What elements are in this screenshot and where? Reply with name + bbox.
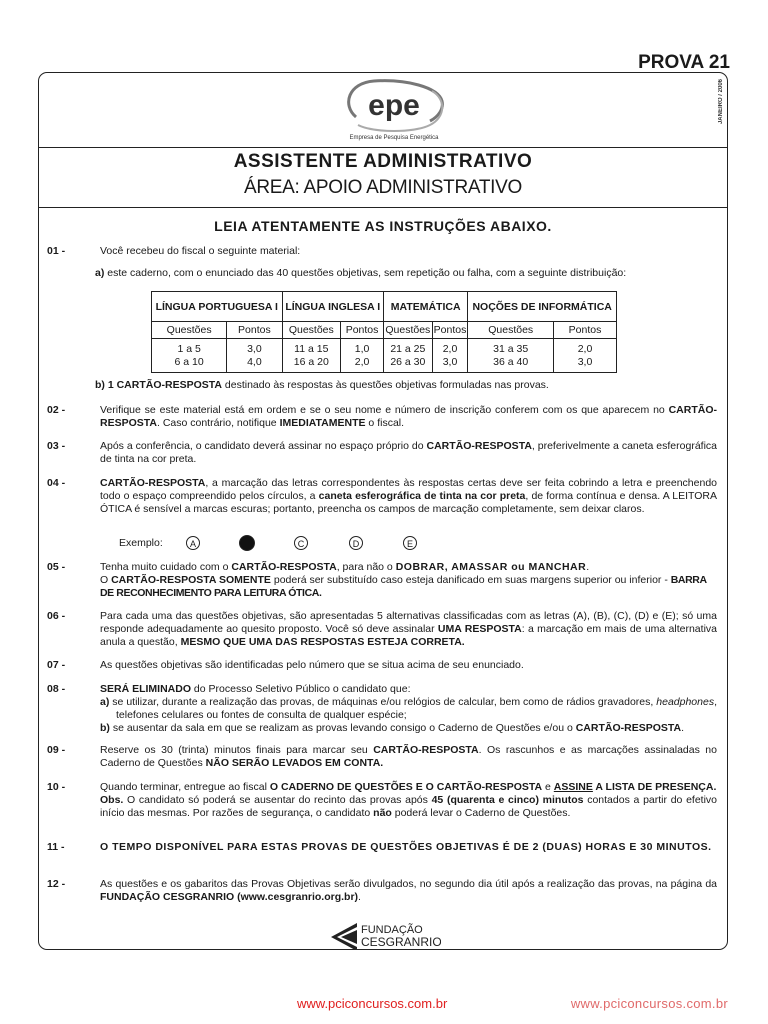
item-text: CARTÃO-RESPOSTA, a marcação das letras correspondentes às respostas certas deve ser feita cobrindo a letra e preenchendo todo o espaço compreendido pelos círculos, a caneta esferográfica de tinta na cor preta, de forma contínua e densa. A LEITORA ÓTICA é sensível a marcas escuras; portanto, preencha os campos de marcação completamente, sem deixar claros. <box>100 477 718 515</box>
item-text: As questões objetivas são identificadas pelo número que se situa acima de seu enunciado. <box>100 659 524 671</box>
logo-caption: Empresa de Pesquisa Energética <box>349 135 439 141</box>
item-number: 09 - <box>47 744 66 756</box>
item-number: 02 - <box>47 404 66 416</box>
table-cell: 16 a 20 <box>282 356 341 373</box>
epe-logo <box>334 77 454 143</box>
page-title: ASSISTENTE ADMINISTRATIVO <box>233 151 533 172</box>
table-subheader: Questões <box>468 322 554 339</box>
table-group-header: NOÇÕES DE INFORMÁTICA <box>472 300 612 313</box>
item-number: 08 - <box>47 683 66 695</box>
date-label: JANEIRO / 2006 <box>718 79 724 125</box>
table-group-header: LÍNGUA PORTUGUESA I <box>152 292 283 322</box>
item-number: 11 - <box>47 841 65 853</box>
bubble-e: E <box>403 536 417 550</box>
table-cell: 2,0 <box>432 339 468 357</box>
item-number: 06 - <box>47 610 66 622</box>
table-cell: 1 a 5 <box>152 339 227 357</box>
item-number: 03 - <box>47 440 66 452</box>
fundacao-text: FUNDAÇÃO <box>361 924 423 936</box>
item-text: SERÁ ELIMINADO do Processo Seletivo Público o candidato que: <box>100 683 411 695</box>
table-cell: 3,0 <box>432 356 468 373</box>
table-cell: 6 a 10 <box>152 356 227 373</box>
table-cell: 36 a 40 <box>468 356 554 373</box>
epe-logo-text: epe <box>368 89 420 122</box>
table-cell: 2,0 <box>577 343 593 355</box>
header <box>39 73 727 147</box>
item-text: O TEMPO DISPONÍVEL PARA ESTAS PROVAS DE QUESTÕES OBJETIVAS É DE 2 (DUAS) HORAS E 30 MINUTOS. <box>100 841 712 853</box>
distribution-table <box>151 291 617 373</box>
table-group-header: LÍNGUA INGLESA I <box>282 292 384 322</box>
bubble-d: D <box>349 536 363 550</box>
page-frame <box>38 72 728 950</box>
table-cell: 1,0 <box>341 339 384 357</box>
item-text: a) se utilizar, durante a realização das provas, de máquinas e/ou relógios de calcular, bem como de rádios gravadores, headphones, telefones celulares ou fontes de consulta de qualquer espécie; <box>100 696 717 721</box>
bubble-filled <box>239 535 255 551</box>
epe-logo-icon <box>334 77 454 135</box>
table-header-row <box>152 292 617 322</box>
item-text: Você recebeu do fiscal o seguinte material: <box>100 245 301 257</box>
table-subheader: Pontos <box>227 322 282 339</box>
table-cell: 31 a 35 <box>468 339 554 357</box>
item-text: Reserve os 30 (trinta) minutos finais para marcar seu CARTÃO-RESPOSTA. Os rascunhos e as marcações assinaladas no Caderno de Questões NÃO SERÃO LEVADOS EM CONTA. <box>100 744 717 769</box>
table-subheader: Pontos <box>554 322 617 339</box>
bubble-a: A <box>186 536 200 550</box>
table-cell: 11 a 15 <box>282 339 341 357</box>
item-number: 07 - <box>47 659 66 671</box>
item-text: Verifique se este material está em ordem e se o seu nome e número de inscrição conferem com os que aparecem no CARTÃO-RESPOSTA. Caso contrário, notifique IMEDIATAMENTE o fiscal. <box>100 404 717 429</box>
instructions-heading: LEIA ATENTAMENTE AS INSTRUÇÕES ABAIXO. <box>214 218 552 234</box>
item-text: a) este caderno, com o enunciado das 40 questões objetivas, sem repetição ou falha, com a seguinte distribuição: <box>95 267 627 279</box>
item-number: 12 - <box>47 878 66 890</box>
item-number: 01 - <box>47 245 66 257</box>
bubble-c: C <box>294 536 308 550</box>
example-label: Exemplo: <box>119 537 163 549</box>
table-row <box>152 356 617 373</box>
cesgranrio-logo-icon <box>331 921 441 949</box>
table-cell: 3,0 <box>577 356 593 368</box>
table-row <box>152 339 617 357</box>
table-group-header: MATEMÁTICA <box>384 292 468 322</box>
divider <box>39 207 727 208</box>
table-cell: 3,0 <box>227 339 282 357</box>
table-cell: 26 a 30 <box>384 356 433 373</box>
item-text: As questões e os gabaritos das Provas Objetivas serão divulgados, no segundo dia útil após a realização das provas, na página da FUNDAÇÃO CESGRANRIO (www.cesgranrio.org.br). <box>100 878 717 903</box>
table-subheader-row <box>152 322 617 339</box>
cesgranrio-text: CESGRANRIO <box>361 935 441 949</box>
item-text: b) 1 CARTÃO-RESPOSTA destinado às respostas às questões objetivas formuladas nas provas. <box>95 379 549 391</box>
area-title: ÁREA: APOIO ADMINISTRATIVO <box>244 177 522 198</box>
table-subheader: Pontos <box>341 322 384 339</box>
item-text: Após a conferência, o candidato deverá assinar no espaço próprio do CARTÃO-RESPOSTA, preferivelmente a caneta esferográfica de tinta na cor preta. <box>100 440 717 465</box>
footer-link-right[interactable]: www.pciconcursos.com.br <box>570 996 728 1011</box>
table-cell: 21 a 25 <box>384 339 433 357</box>
item-number: 04 - <box>47 477 66 489</box>
footer-link-left[interactable]: www.pciconcursos.com.br <box>297 996 448 1011</box>
table-cell: 4,0 <box>227 356 282 373</box>
divider <box>39 147 727 148</box>
table-subheader: Questões <box>152 322 227 339</box>
table-cell: 2,0 <box>341 356 384 373</box>
exam-code: PROVA 21 <box>638 52 730 73</box>
table-subheader: Pontos <box>432 322 468 339</box>
item-text: Para cada uma das questões objetivas, são apresentadas 5 alternativas classificadas com as letras (A), (B), (C), (D) e (E); só uma responde adequadamente ao quesito proposto. Você só deve assinalar UMA RESPOSTA: a marcação em mais de uma alternativa anula a questão, MESMO QUE UMA DAS RESPOSTAS ESTEJA CORRETA. <box>100 610 717 648</box>
item-number: 05 - <box>47 561 66 573</box>
item-text: Quando terminar, entregue ao fiscal O CADERNO DE QUESTÕES E O CARTÃO-RESPOSTA e ASSINE A LISTA DE PRESENÇA. Obs. O candidato só poderá se ausentar do recinto das provas após 45 (quarenta e cinco) minutos contados a partir do efetivo início das mesmas. Por razões de segurança, o candidato não poderá levar o Caderno de Questões. <box>100 781 718 819</box>
table-subheader: Questões <box>282 322 341 339</box>
item-text: b) se ausentar da sala em que se realizam as provas levando consigo o Caderno de Questões e/ou o CARTÃO-RESPOSTA. <box>100 722 685 734</box>
item-number: 10 - <box>47 781 66 793</box>
table-subheader: Questões <box>384 322 433 339</box>
item-text: Tenha muito cuidado com o CARTÃO-RESPOSTA, para não o DOBRAR, AMASSAR ou MANCHAR. O CARTÃO-RESPOSTA SOMENTE poderá ser substituído caso esteja danificado em suas margens superior ou inferior - BARRA DE RECONHECIMENTO PARA LEITURA ÓTICA. <box>100 561 707 599</box>
cesgranrio-logo <box>331 921 441 949</box>
